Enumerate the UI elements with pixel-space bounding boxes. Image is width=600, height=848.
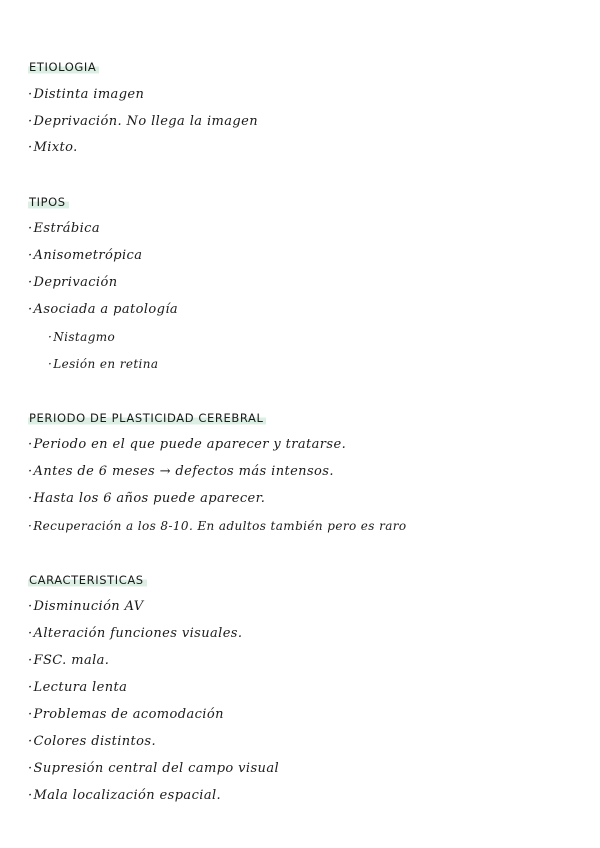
list-item: ·Deprivación. No llega la imagen [28, 114, 258, 129]
list-item: ·Antes de 6 meses → defectos más intensos. [28, 464, 334, 479]
sub-list-item: ·Lesión en retina [48, 357, 159, 371]
list-item: ·Colores distintos. [28, 734, 156, 749]
list-item: ·Recuperación a los 8-10. En adultos también pero es raro [28, 519, 407, 533]
list-item: ·Distinta imagen [28, 87, 145, 102]
list-item: ·Supresión central del campo visual [28, 761, 280, 776]
heading-caracteristicas: CARACTERISTICAS [28, 572, 147, 588]
list-item: ·Mixto. [28, 140, 78, 155]
sub-list-item: ·Nistagmo [48, 330, 116, 344]
list-item: ·Anisometrópica [28, 248, 143, 263]
list-item: ·FSC. mala. [28, 653, 110, 668]
list-item: ·Lectura lenta [28, 680, 128, 695]
list-item: ·Hasta los 6 años puede aparecer. [28, 491, 266, 506]
heading-etiologia: ETIOLOGIA [28, 59, 99, 75]
list-item: ·Alteración funciones visuales. [28, 626, 243, 641]
list-item: ·Mala localización espacial. [28, 788, 222, 803]
list-item: ·Disminución AV [28, 599, 144, 614]
list-item: ·Estrábica [28, 221, 101, 236]
heading-tipos: TIPOS [28, 194, 69, 210]
list-item: ·Periodo en el que puede aparecer y tratarse. [28, 437, 347, 452]
list-item: ·Asociada a patología [28, 302, 179, 317]
list-item: ·Deprivación [28, 275, 118, 290]
heading-periodo: PERIODO DE PLASTICIDAD CEREBRAL [28, 410, 266, 426]
list-item: ·Problemas de acomodación [28, 707, 224, 722]
